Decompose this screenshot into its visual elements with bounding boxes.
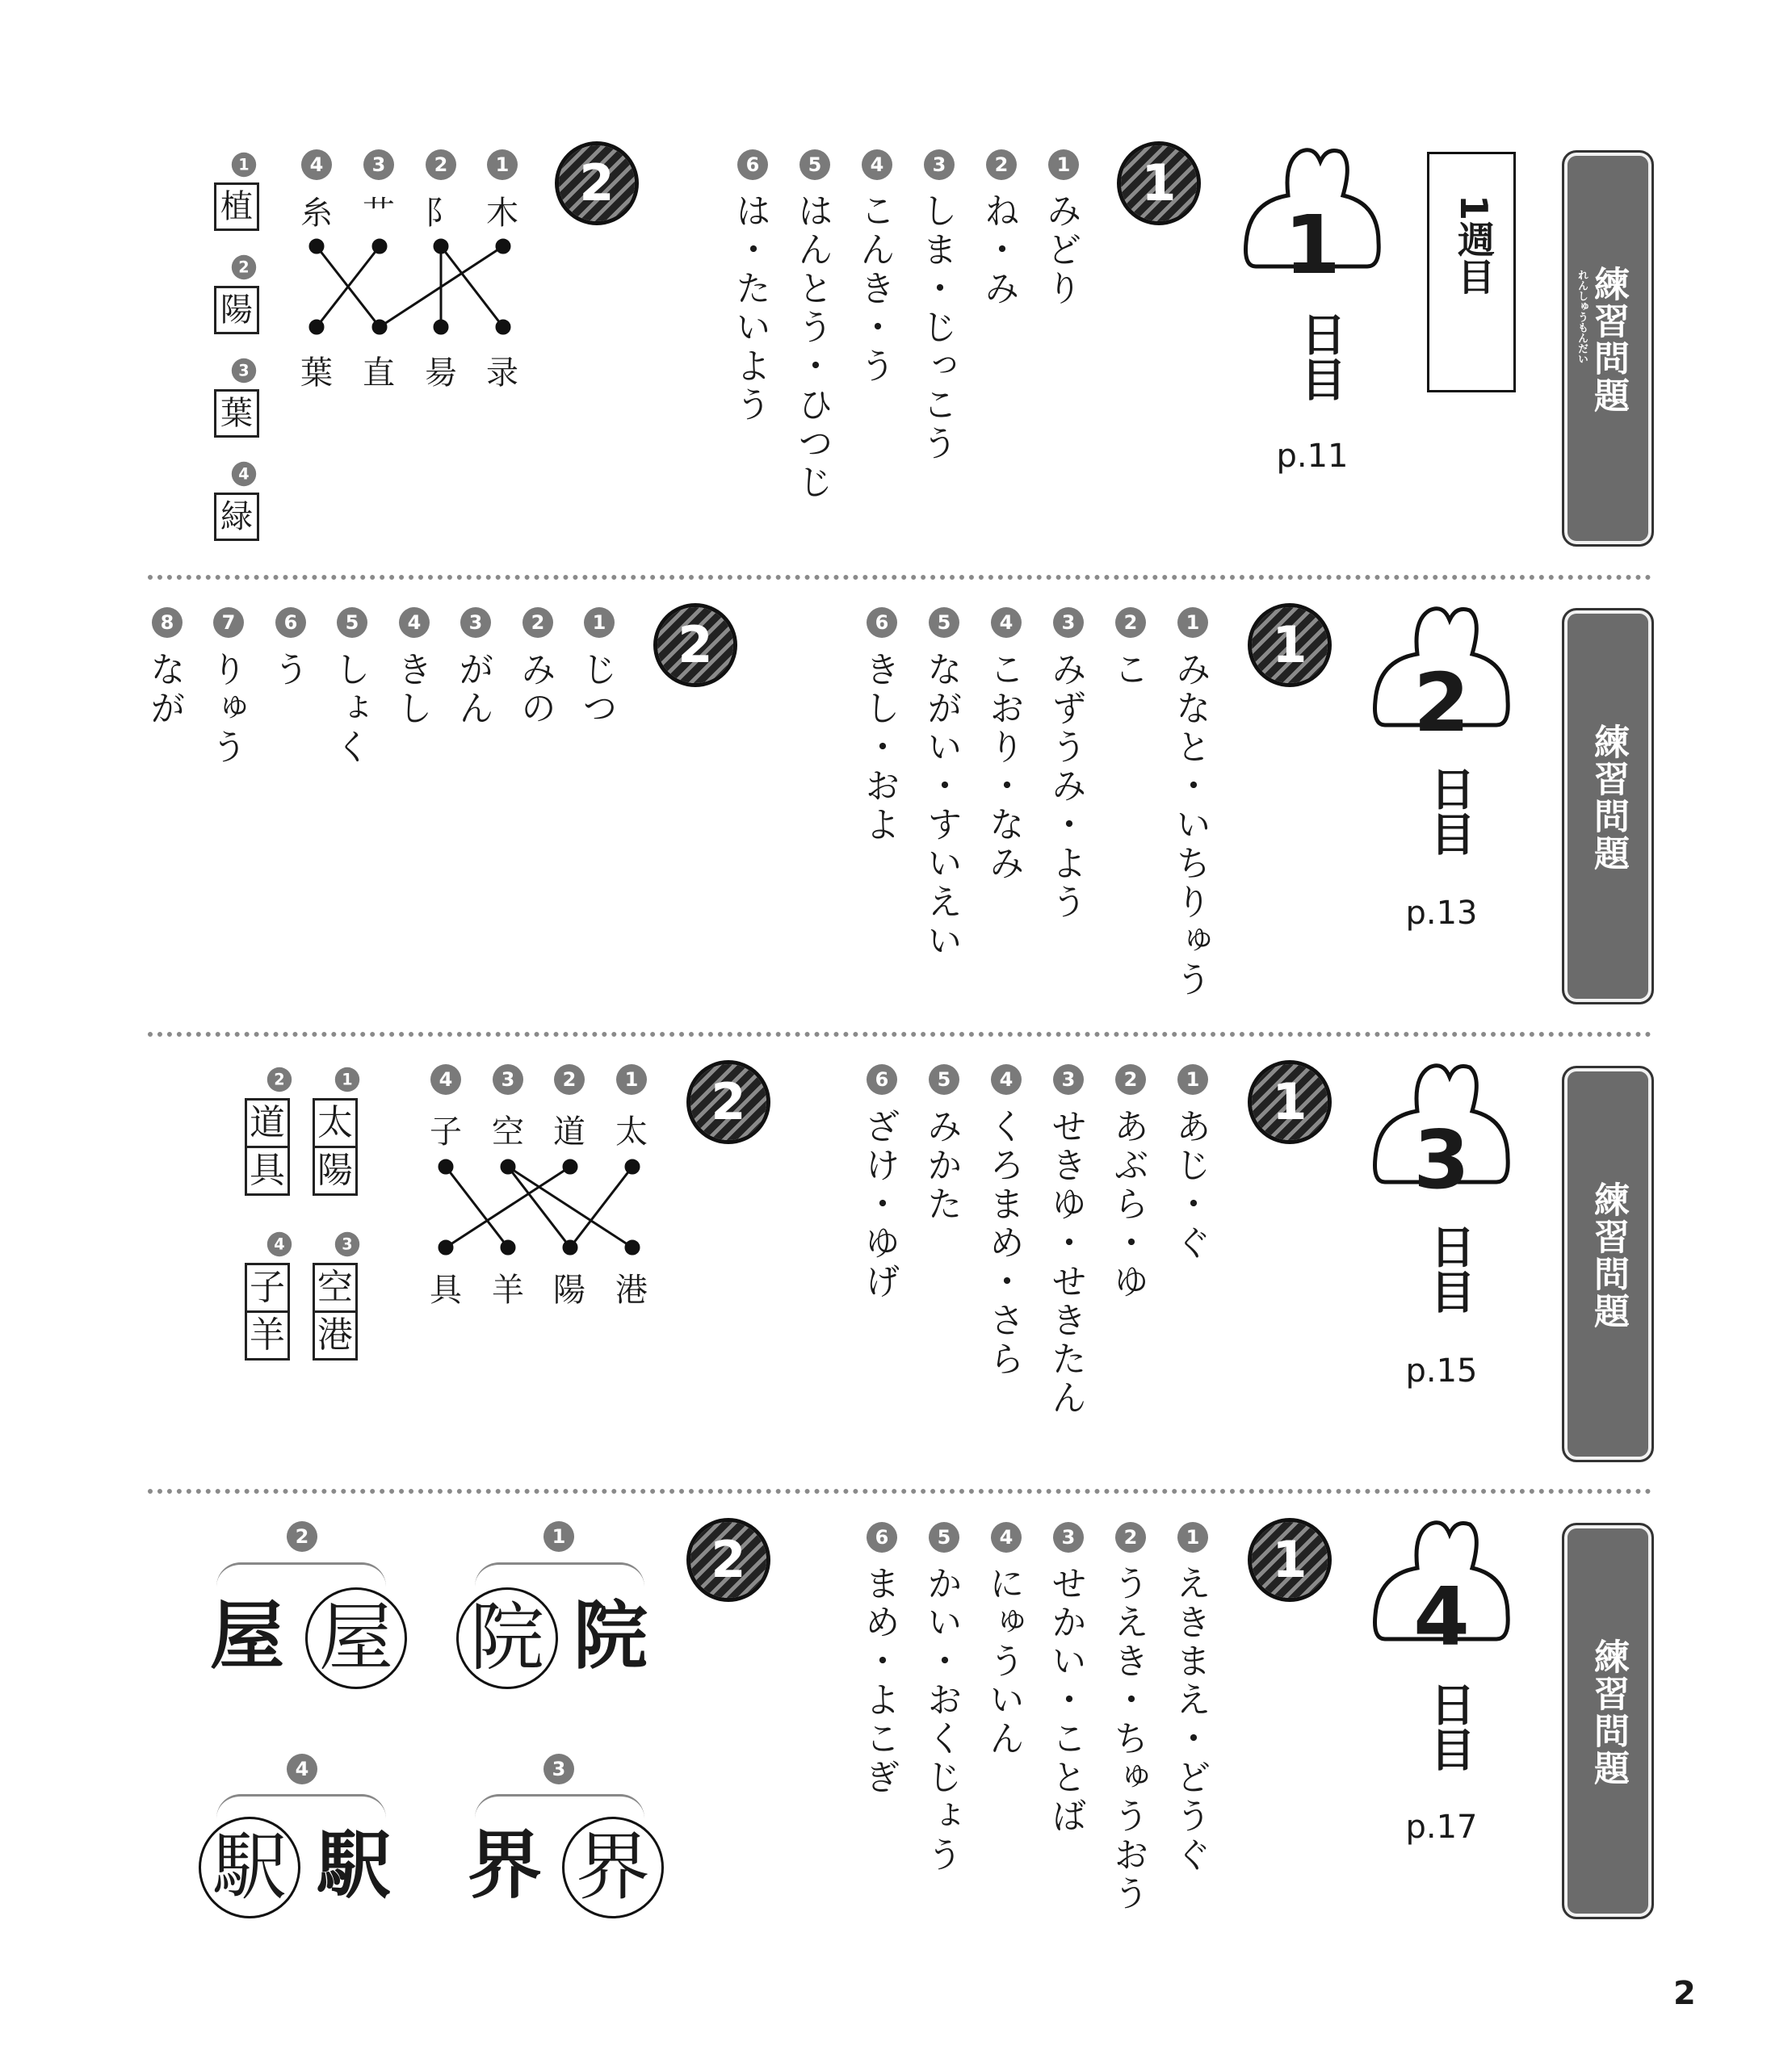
item-number: 3 xyxy=(335,1232,359,1256)
page-number: 2 xyxy=(1673,1975,1696,2012)
page-reference: p.11 xyxy=(1276,438,1349,475)
kanji-pair-top: 太 xyxy=(317,1102,353,1143)
item-number: 4 xyxy=(991,1064,1022,1095)
item-number: 3 xyxy=(924,149,955,180)
section-divider xyxy=(148,1032,1651,1037)
part-text: 葉 xyxy=(300,354,333,392)
item-number: 2 xyxy=(986,149,1017,180)
item-number: 6 xyxy=(867,607,897,638)
kanji-pair-box xyxy=(313,1263,358,1361)
day-suffix: 日目 xyxy=(1423,765,1475,856)
question-1-marker: 1 xyxy=(1252,1522,1328,1598)
tab-label: 練習問題 xyxy=(1588,266,1629,414)
matching-lines xyxy=(299,234,525,347)
answer-text: まめ・よこぎ xyxy=(858,1565,900,1797)
tab-furigana: れんしゅうもんだい xyxy=(1576,270,1588,364)
item-number: 4 xyxy=(232,462,256,486)
tab-renshu-mondai xyxy=(1562,1066,1654,1462)
item-number: 1 xyxy=(543,1521,574,1552)
answer-text: こ xyxy=(1107,651,1148,690)
kanji-top: 空 xyxy=(492,1113,524,1151)
item-number: 5 xyxy=(337,607,367,638)
radical-text: 阝 xyxy=(425,195,457,232)
item-number: 3 xyxy=(460,607,491,638)
page-reference: p.13 xyxy=(1405,895,1478,932)
tab-label: 練習問題 xyxy=(1588,1638,1629,1787)
kanji-circled: 界 xyxy=(562,1817,664,1918)
answer-text: うえき・ちゅうおう xyxy=(1107,1565,1148,1914)
matching-lines xyxy=(428,1155,654,1268)
answer-text: ざけ・ゆげ xyxy=(858,1108,900,1302)
item-number: 2 xyxy=(287,1521,317,1552)
week-label-box xyxy=(1427,152,1516,392)
kanji-bottom: 具 xyxy=(430,1272,462,1309)
tab-label: 練習問題 xyxy=(1588,1181,1629,1330)
answer-text: えきまえ・どうぐ xyxy=(1169,1565,1211,1875)
kanji-pair-box xyxy=(245,1263,290,1361)
kanji-example: 屋 xyxy=(209,1592,284,1679)
item-number: 3 xyxy=(1053,607,1084,638)
page-reference: p.15 xyxy=(1405,1352,1478,1390)
item-number: 8 xyxy=(152,607,183,638)
item-number: 3 xyxy=(493,1064,523,1095)
kanji-pair-bottom: 陽 xyxy=(315,1146,355,1193)
item-number: 2 xyxy=(554,1064,585,1095)
item-number: 1 xyxy=(1177,1522,1208,1553)
answer-text: しま・じっこう xyxy=(916,192,957,463)
item-number: 6 xyxy=(867,1522,897,1553)
item-number: 1 xyxy=(1048,149,1079,180)
tab-renshu-mondai xyxy=(1562,1523,1654,1919)
answer-text: あじ・ぐ xyxy=(1169,1108,1211,1263)
page-reference: p.17 xyxy=(1405,1809,1478,1846)
item-number: 5 xyxy=(929,1064,959,1095)
kanji-circled: 院 xyxy=(456,1587,558,1689)
kanji-answer-box: 植 xyxy=(214,182,259,231)
kanji-top: 道 xyxy=(553,1113,585,1151)
item-number: 1 xyxy=(1177,607,1208,638)
answer-text: みどり xyxy=(1040,192,1081,308)
answer-text: がん xyxy=(452,651,493,728)
item-number: 2 xyxy=(232,255,256,279)
answer-text: せかい・ことば xyxy=(1045,1565,1086,1836)
day-number: 1 xyxy=(1284,198,1341,292)
kanji-bottom: 陽 xyxy=(553,1272,585,1309)
kanji-example: 駅 xyxy=(316,1822,391,1909)
item-number: 7 xyxy=(213,607,244,638)
answer-text: ながい・すいえい xyxy=(921,651,962,961)
answer-text: くろまめ・さら xyxy=(983,1108,1024,1379)
answer-text: りゅう xyxy=(205,651,246,767)
item-number: 1 xyxy=(1177,1064,1208,1095)
answer-text: あぶら・ゆ xyxy=(1107,1108,1148,1302)
day-number: 3 xyxy=(1413,1113,1470,1207)
kanji-bottom: 羊 xyxy=(492,1272,524,1309)
item-number: 5 xyxy=(929,1522,959,1553)
kanji-top: 太 xyxy=(615,1113,648,1151)
item-number: 4 xyxy=(991,1522,1022,1553)
item-number: 6 xyxy=(867,1064,897,1095)
item-number: 4 xyxy=(991,607,1022,638)
item-number: 4 xyxy=(399,607,430,638)
item-number: 2 xyxy=(522,607,553,638)
item-number: 1 xyxy=(487,149,518,180)
answer-text: みかた xyxy=(921,1108,962,1224)
answer-text: しょく xyxy=(329,651,370,767)
answer-text: かい・おくじょう xyxy=(921,1565,962,1875)
item-number: 6 xyxy=(275,607,306,638)
radical-text: 木 xyxy=(486,195,518,232)
kanji-pair-bottom: 具 xyxy=(247,1146,287,1193)
answer-text: じつ xyxy=(576,651,617,728)
item-number: 3 xyxy=(543,1754,574,1784)
kanji-pair-box xyxy=(313,1098,358,1196)
answer-text: う xyxy=(267,651,308,690)
answer-text: きし xyxy=(391,651,432,728)
item-number: 4 xyxy=(287,1754,317,1784)
kanji-circled: 屋 xyxy=(305,1587,407,1689)
item-number: 4 xyxy=(430,1064,461,1095)
kanji-pair-box xyxy=(245,1098,290,1196)
part-text: 录 xyxy=(486,354,518,392)
answer-text: にゅういん xyxy=(983,1565,1024,1759)
answer-text: こんき・う xyxy=(854,192,895,386)
kanji-answer-box: 葉 xyxy=(214,389,259,438)
question-2-marker: 2 xyxy=(690,1522,766,1598)
part-text: 直 xyxy=(363,354,395,392)
item-number: 1 xyxy=(616,1064,647,1095)
tab-label: 練習問題 xyxy=(1588,723,1629,872)
item-number: 3 xyxy=(363,149,394,180)
kanji-answer-box: 緑 xyxy=(214,493,259,541)
tab-renshu-mondai xyxy=(1562,608,1654,1004)
item-number: 2 xyxy=(267,1067,292,1092)
item-number: 4 xyxy=(301,149,332,180)
answer-text: きし・およ xyxy=(858,651,900,845)
item-number: 1 xyxy=(584,607,615,638)
answer-text: こおり・なみ xyxy=(983,651,1024,883)
item-number: 3 xyxy=(1053,1522,1084,1553)
item-number: 3 xyxy=(232,358,256,383)
answer-text: せきゆ・せきたん xyxy=(1045,1108,1086,1418)
item-number: 4 xyxy=(862,149,892,180)
item-number: 2 xyxy=(1115,1522,1146,1553)
kanji-answer-box: 陽 xyxy=(214,286,259,334)
answer-text: ね・み xyxy=(978,192,1019,308)
tab-renshu-mondai xyxy=(1562,150,1654,547)
kanji-bottom: 港 xyxy=(615,1272,648,1309)
kanji-pair-bottom: 港 xyxy=(315,1310,355,1358)
question-2-marker: 2 xyxy=(559,145,635,221)
item-number: 3 xyxy=(1053,1064,1084,1095)
part-text: 昜 xyxy=(425,354,457,392)
day-suffix: 日目 xyxy=(1423,1223,1475,1314)
question-2-marker: 2 xyxy=(690,1064,766,1140)
kanji-example: 院 xyxy=(573,1592,648,1679)
item-number: 2 xyxy=(426,149,456,180)
answer-text: はんとう・ひつじ xyxy=(791,192,833,502)
answer-text: みなと・いちりゅう xyxy=(1169,651,1211,1000)
answer-text: は・たいよう xyxy=(729,192,770,425)
item-number: 1 xyxy=(232,153,256,177)
item-number: 4 xyxy=(267,1232,292,1256)
answer-text: みの xyxy=(514,651,556,728)
radical-text: 艹 xyxy=(363,195,395,232)
radical-text: 糸 xyxy=(300,195,333,232)
question-1-marker: 1 xyxy=(1252,607,1328,683)
section-divider xyxy=(148,1489,1651,1494)
day-suffix: 日目 xyxy=(1423,1681,1475,1771)
kanji-pair-bottom: 羊 xyxy=(247,1310,287,1358)
kanji-pair-top: 子 xyxy=(250,1267,285,1308)
kanji-pair-top: 道 xyxy=(250,1102,285,1143)
item-number: 6 xyxy=(737,149,768,180)
kanji-top: 子 xyxy=(430,1113,462,1151)
item-number: 2 xyxy=(1115,1064,1146,1095)
item-number: 1 xyxy=(335,1067,359,1092)
question-2-marker: 2 xyxy=(657,607,733,683)
kanji-circled: 駅 xyxy=(199,1817,300,1918)
day-number: 2 xyxy=(1413,656,1470,750)
item-number: 5 xyxy=(929,607,959,638)
answer-text: なが xyxy=(144,651,185,728)
question-1-marker: 1 xyxy=(1121,145,1197,221)
day-suffix: 日目 xyxy=(1294,311,1346,401)
question-1-marker: 1 xyxy=(1252,1064,1328,1140)
day-number: 4 xyxy=(1413,1570,1470,1664)
section-divider xyxy=(148,575,1651,580)
answer-text: みずうみ・よう xyxy=(1045,651,1086,922)
item-number: 5 xyxy=(799,149,830,180)
kanji-example: 界 xyxy=(467,1822,542,1909)
kanji-pair-top: 空 xyxy=(317,1267,353,1308)
week-label: 1週目 xyxy=(1452,195,1496,296)
item-number: 2 xyxy=(1115,607,1146,638)
